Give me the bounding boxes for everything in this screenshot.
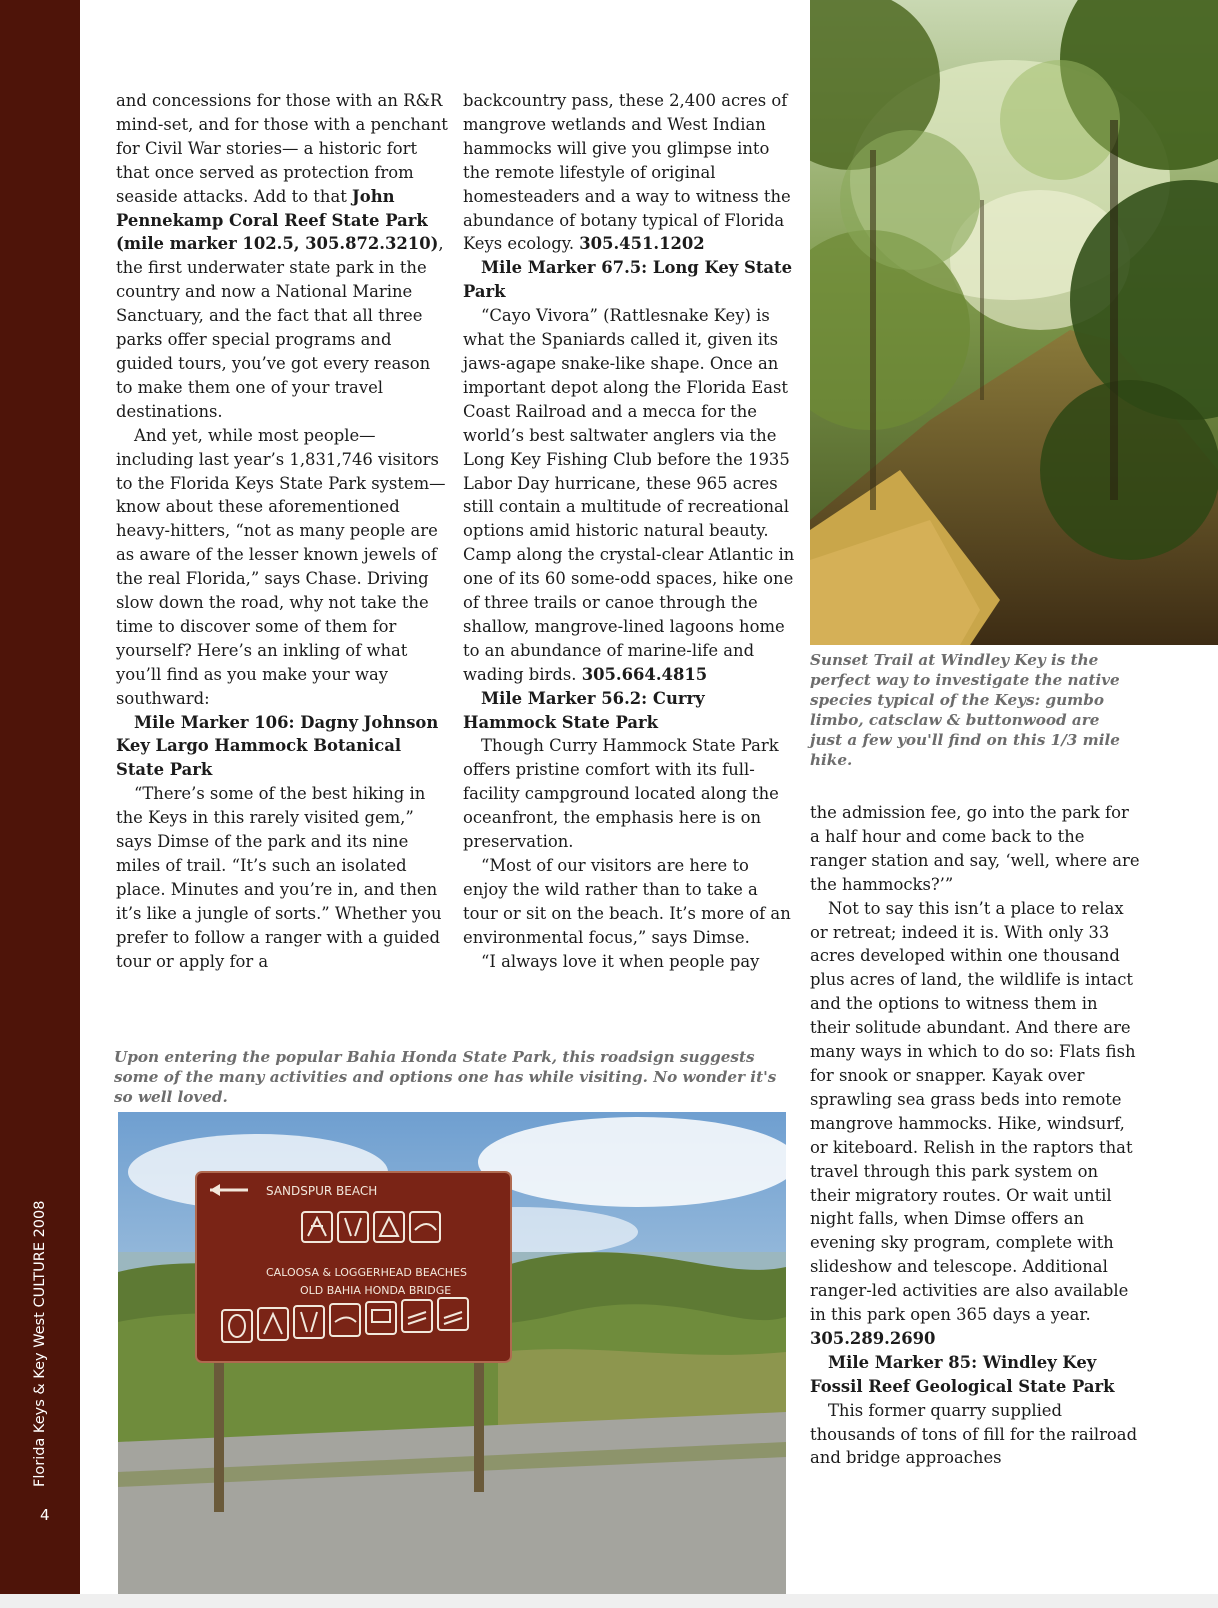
paragraph <box>463 89 795 256</box>
sign-line-2: CALOOSA & LOGGERHEAD BEACHES <box>266 1266 468 1279</box>
paragraph: “I always love it when people pay <box>481 951 760 971</box>
section-heading: Mile Marker 56.2: Curry Hammock State Park <box>463 688 705 732</box>
paragraph: And yet, while most people— including last year’s 1,831,746 visitors to the Florida Keys State Park system— know about these aforementioned heavy-hitters, “not as many people are as aware of the lesser known jewels of the real Florida,” says Chase. Driving slow down the road, why not take the time to discover some of them for yourself? Here’s an inkling of what you’ll find as you make your way southward: <box>116 425 446 708</box>
bahia-honda-sign-photo <box>118 1112 786 1594</box>
text-run: backcountry pass, these 2,400 acres of mangrove wetlands and West Indian hammocks will give you glimpse into the remote lifestyle of original homesteaders and a way to witness the abundance of botany typical of Florida Keys ecology. <box>463 91 791 254</box>
text-run: and concessions for those with an R&R mind-set, and for those with a penchant for Civil War stories— a historic fort that once served as protection from seaside attacks. Add to that <box>116 91 448 206</box>
sign-photo-caption: Upon entering the popular Bahia Honda State Park, this roadsign suggests some of the many activities and options one has while visiting. No wonder it's so well loved. <box>114 1048 777 1106</box>
text-run: “Cayo Vivora” (Rattlesnake Key) is what the Spaniards called it, given its jaws-agape snake-like shape. Once an important depot along the Florida East Coast Railroad and a mecca for the world’s best saltwater anglers via the Long Key Fishing Club before the 1935 Labor Day hurricane, these 965 acres still contain a multitude of recreational options amid historic natural beauty. Camp along the crystal-clear Atlantic in one of its 60 some-odd spaces, hike one of three trails or canoe through the shallow, mangrove-lined lagoons home to an abundance of marine-life and wading birds. <box>463 306 795 684</box>
paragraph <box>463 304 795 687</box>
page-number: 4 <box>40 1506 50 1524</box>
article-column-1 <box>116 89 448 974</box>
paragraph <box>116 89 448 424</box>
sign-line-3: OLD BAHIA HONDA BRIDGE <box>300 1284 452 1297</box>
paragraph: Though Curry Hammock State Park offers pristine comfort with its full-facility campground located along the oceanfront, the emphasis here is on preservation. <box>463 736 779 852</box>
trail-photo-caption: Sunset Trail at Windley Key is the perfect way to investigate the native species typical of the Keys: gumbo limbo, catsclaw & buttonwood are just a few you'll find on this 1/3 mile hike. <box>810 651 1120 769</box>
publication-title: Florida Keys & Key West CULTURE 2008 <box>32 1200 48 1487</box>
phone-number: 305.289.2690 <box>810 1328 936 1348</box>
text-run: , the first underwater state park in the country and now a National Marine Sanctuary, and the fact that all three parks offer special programs and guided tours, you’ve got every reason to make them one of your travel destinations. <box>116 234 444 421</box>
section-heading: Mile Marker 106: Dagny Johnson Key Largo Hammock Botanical State Park <box>116 712 439 780</box>
paragraph: “There’s some of the best hiking in the Keys in this rarely visited gem,” says Dimse of the park and its nine miles of trail. “It’s such an isolated place. Minutes and you’re in, and then it’s like a jungle of sorts.” Whether you prefer to follow a ranger with a guided tour or apply for a <box>116 784 442 971</box>
paragraph: Not to say this isn’t a place to relax or retreat; indeed it is. With only 33 acres developed within one thousand plus acres of land, the wildlife is intact and the options to witness them in their solitude abundant. And there are many ways in which to do so: Flats fish for snook or snapper. Kayak over sprawling sea grass beds into remote mangrove hammocks. Hike, windsurf, or kiteboard. Relish in the raptors that travel through this park system on their migratory routes. Or wait until night falls, when Dimse offers an evening sky program, complete with slideshow and telescope. Additional ranger-led activities are also available in this park open 365 days a year. <box>810 898 1136 1325</box>
section-heading: Mile Marker 67.5: Long Key State Park <box>463 258 793 302</box>
article-column-3 <box>810 801 1140 1470</box>
paragraph: “Most of our visitors are here to enjoy the wild rather than to take a tour or sit on the beach. It’s more of an environmental focus,” says Dimse. <box>463 856 791 947</box>
section-heading: Mile Marker 85: Windley Key Fossil Reef Geological State Park <box>810 1352 1115 1396</box>
bold-text: John Pennekamp Coral Reef State Park (mile marker 102.5, 305.872.3210) <box>116 186 439 254</box>
sunset-trail-photo <box>810 0 1218 645</box>
paragraph: This former quarry supplied thousands of tons of fill for the railroad and bridge approaches <box>810 1400 1138 1468</box>
bottom-strip <box>0 1594 1218 1608</box>
paragraph: the admission fee, go into the park for a half hour and come back to the ranger station and say, ‘well, where are the hammocks?’” <box>810 803 1140 894</box>
phone-number: 305.664.4815 <box>581 664 708 684</box>
article-column-2 <box>463 89 795 974</box>
sign-line-1: SANDSPUR BEACH <box>266 1184 378 1198</box>
phone-number: 305.451.1202 <box>579 234 705 254</box>
